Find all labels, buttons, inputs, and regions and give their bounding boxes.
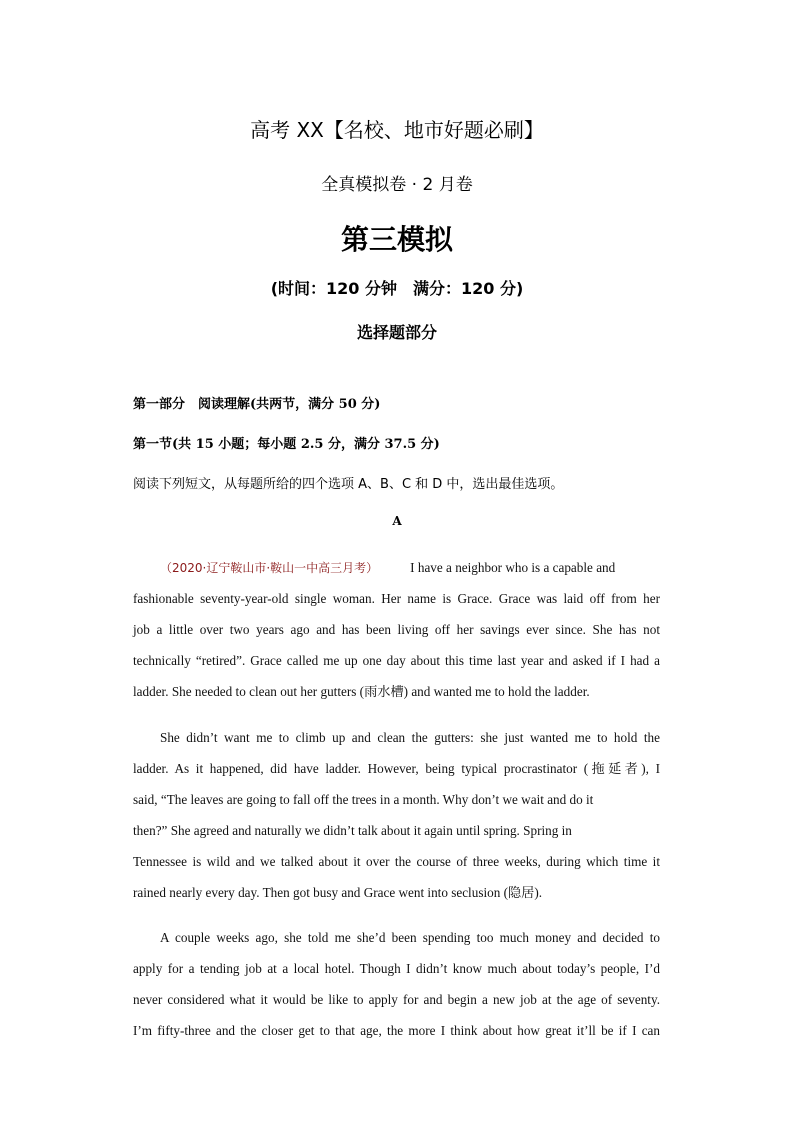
reading-instructions: 阅读下列短文，从每题所给的四个选项 A、B、C 和 D 中，选出最佳选项。 [133,477,564,492]
paragraph-line: Tennessee is wild and we talked about it over the course of three weeks, during which time it [133,854,660,869]
passage-letter: A [392,514,402,528]
passage-paragraph-3 [133,922,660,1046]
paragraph-line-text: I have a neighbor who is a capable and [410,560,616,575]
paragraph-line: She didn’t want me to climb up and clean the gutters: she just wanted me to hold the [160,730,660,745]
paragraph-line: ladder. As it happened, did have ladder. However, being typical procrastinator (拖延者), I [133,761,660,776]
part-label: 选择题部分 [356,323,437,342]
paragraph-line: rained nearly every day. Then got busy and Grace went into seclusion (隐居). [133,885,543,900]
paragraph-line: ladder. She needed to clean out her gutters (雨水槽) and wanted me to hold the ladder. [133,684,590,699]
paragraph-line: job a little over two years ago and has been living off her savings ever since. She has not [133,622,660,637]
paragraph-line: technically “retired”. Grace called me up one day about this time last year and asked if I had a [133,653,660,668]
passage-paragraph-1 [133,552,660,707]
section-one-heading: 第一节(共 15 小题；每小题 2.5 分，满分 37.5 分) [133,437,440,452]
exam-title: 第三模拟 [340,223,453,256]
exam-time-score: (时间：120 分钟 满分：120 分) [270,279,524,298]
part-one-heading: 第一部分 阅读理解(共两节，满分 50 分) [133,397,381,412]
paragraph-line: fashionable seventy-year-old single woman. Her name is Grace. Grace was laid off from her [133,591,660,606]
paragraph-line: then?” She agreed and naturally we didn’t talk about it again until spring. Spring in [133,823,572,838]
paragraph-line: said, “The leaves are going to fall off the trees in a month. Why don’t we wait and do it [133,792,594,807]
paragraph-line: apply for a tending job at a local hotel. Though I didn’t know much about today’s people, I’d [133,961,660,976]
paragraph-line: I’m fifty-three and the closer get to that age, the more I think about how great it’ll be if I can [133,1023,660,1038]
exam-subtitle: 全真模拟卷 · 2 月卷 [321,175,473,195]
passage-paragraph-2 [133,722,660,908]
passage-source: （2020·辽宁鞍山市·鞍山一中高三月考） [160,561,379,575]
paragraph-line [133,552,660,583]
exam-series-title: 高考 XX【名校、地市好题必刷】 [250,118,544,142]
paragraph-line: A couple weeks ago, she told me she’d been spending too much money and decided to [160,930,660,945]
paragraph-line: never considered what it would be like to apply for and begin a new job at the age of seventy. [133,992,660,1007]
